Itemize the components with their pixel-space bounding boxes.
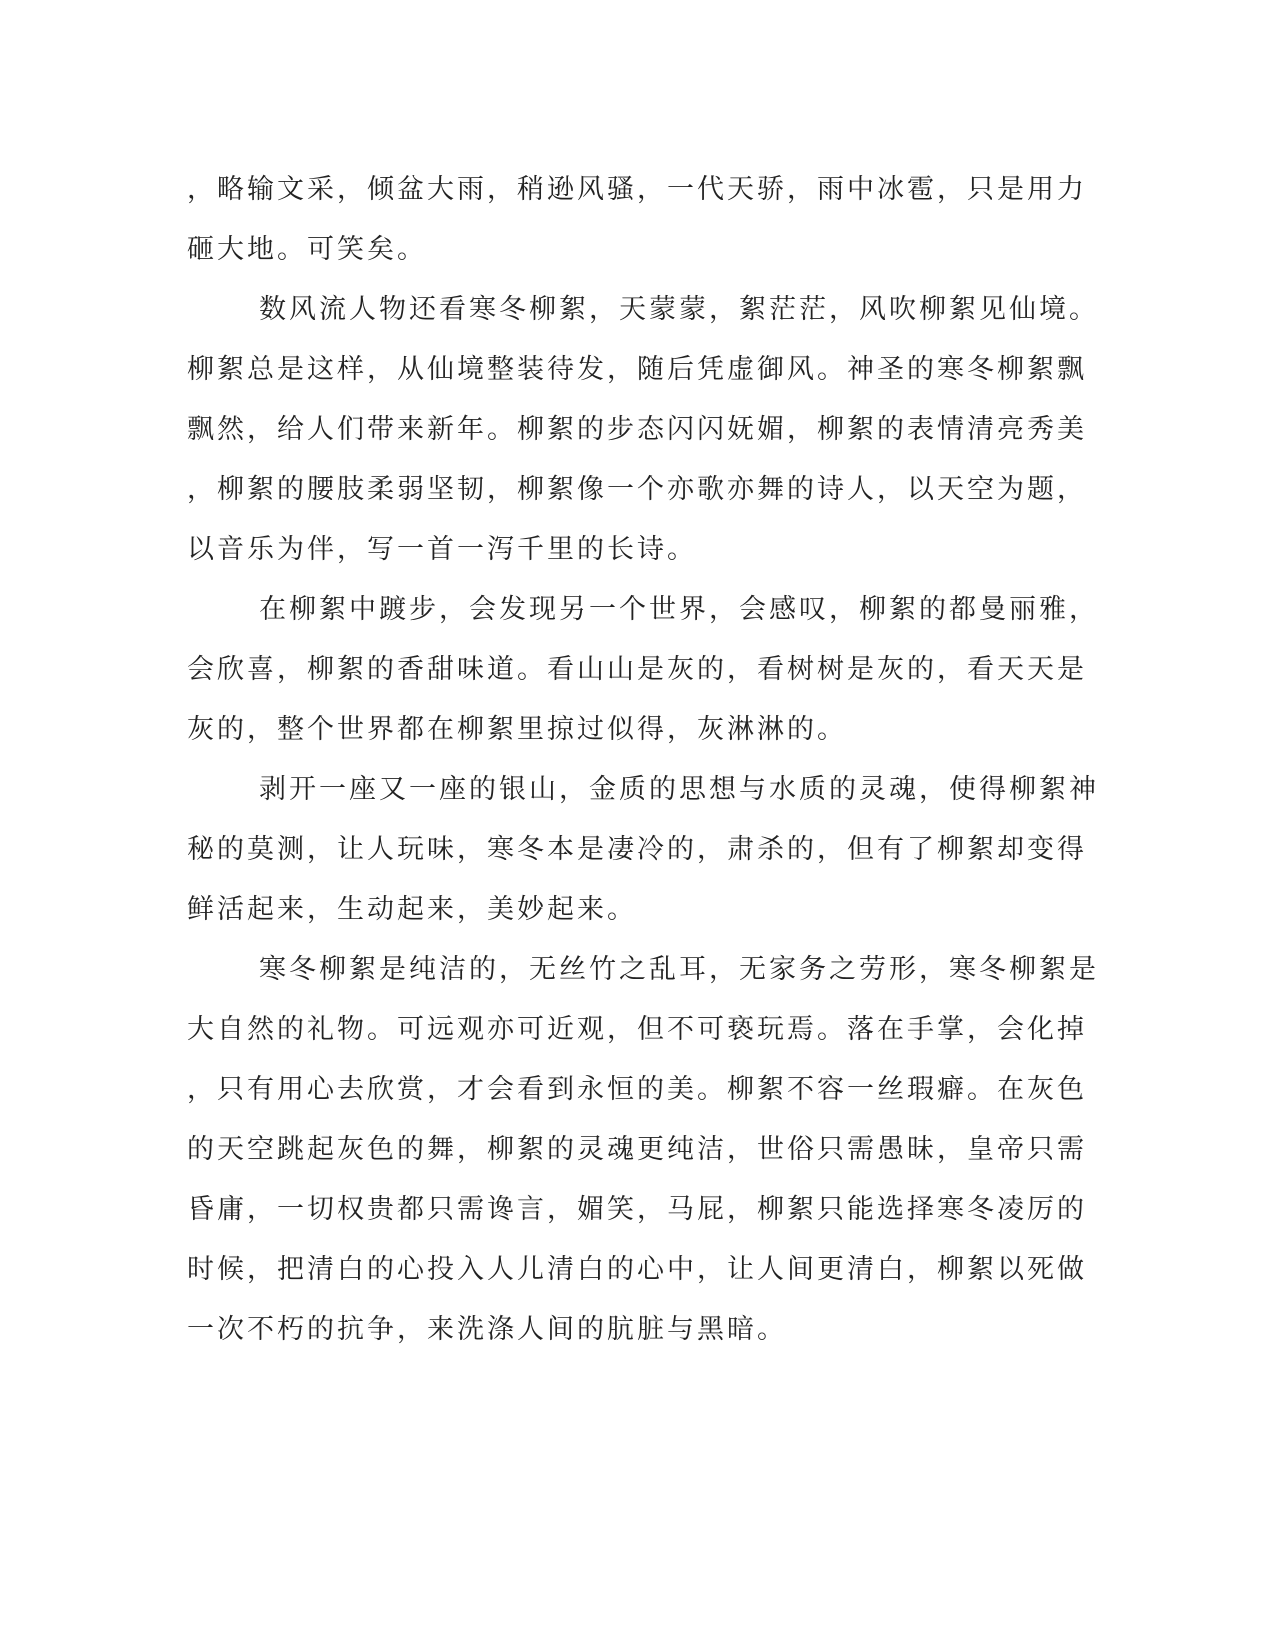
text-line: 寒冬柳絮是纯洁的，无丝竹之乱耳，无家务之劳形，寒冬柳絮是 bbox=[259, 954, 1099, 985]
text-line: ，略输文采，倾盆大雨，稍逊风骚，一代天骄，雨中冰雹，只是用力 bbox=[187, 174, 1087, 205]
text-line: 大自然的礼物。可远观亦可近观，但不可亵玩焉。落在手掌，会化掉 bbox=[187, 1014, 1087, 1045]
paragraph-2 bbox=[187, 280, 1099, 580]
text-line: 柳絮总是这样，从仙境整装待发，随后凭虚御风。神圣的寒冬柳絮飘 bbox=[187, 354, 1087, 385]
text-line: ，柳絮的腰肢柔弱坚韧，柳絮像一个亦歌亦舞的诗人，以天空为题， bbox=[187, 474, 1087, 505]
text-line: 昏庸，一切权贵都只需谗言，媚笑，马屁，柳絮只能选择寒冬凌厉的 bbox=[187, 1194, 1087, 1225]
paragraph-1 bbox=[187, 160, 1087, 280]
text-line: 一次不朽的抗争，来洗涤人间的肮脏与黑暗。 bbox=[187, 1314, 787, 1345]
text-line: 灰的，整个世界都在柳絮里掠过似得，灰淋淋的。 bbox=[187, 714, 847, 745]
text-line: 会欣喜，柳絮的香甜味道。看山山是灰的，看树树是灰的，看天天是 bbox=[187, 654, 1087, 685]
paragraph-5 bbox=[187, 940, 1099, 1360]
text-line: 秘的莫测，让人玩味，寒冬本是凄冷的，肃杀的，但有了柳絮却变得 bbox=[187, 834, 1087, 865]
document-body bbox=[187, 160, 1099, 1360]
text-line: 飘然，给人们带来新年。柳絮的步态闪闪妩媚，柳絮的表情清亮秀美 bbox=[187, 414, 1087, 445]
text-line: 鲜活起来，生动起来，美妙起来。 bbox=[187, 894, 637, 925]
text-line: 在柳絮中踱步，会发现另一个世界，会感叹，柳絮的都曼丽雅， bbox=[259, 594, 1099, 625]
text-line: ，只有用心去欣赏，才会看到永恒的美。柳絮不容一丝瑕癖。在灰色 bbox=[187, 1074, 1087, 1105]
paragraph-4 bbox=[187, 760, 1099, 940]
text-line: 以音乐为伴，写一首一泻千里的长诗。 bbox=[187, 534, 697, 565]
text-line: 剥开一座又一座的银山，金质的思想与水质的灵魂，使得柳絮神 bbox=[259, 774, 1099, 805]
paragraph-3 bbox=[187, 580, 1099, 760]
text-line: 砸大地。可笑矣。 bbox=[187, 234, 427, 265]
text-line: 时候，把清白的心投入人儿清白的心中，让人间更清白，柳絮以死做 bbox=[187, 1254, 1087, 1285]
text-line: 数风流人物还看寒冬柳絮，天蒙蒙，絮茫茫，风吹柳絮见仙境。 bbox=[259, 294, 1099, 325]
text-line: 的天空跳起灰色的舞，柳絮的灵魂更纯洁，世俗只需愚昧，皇帝只需 bbox=[187, 1134, 1087, 1165]
